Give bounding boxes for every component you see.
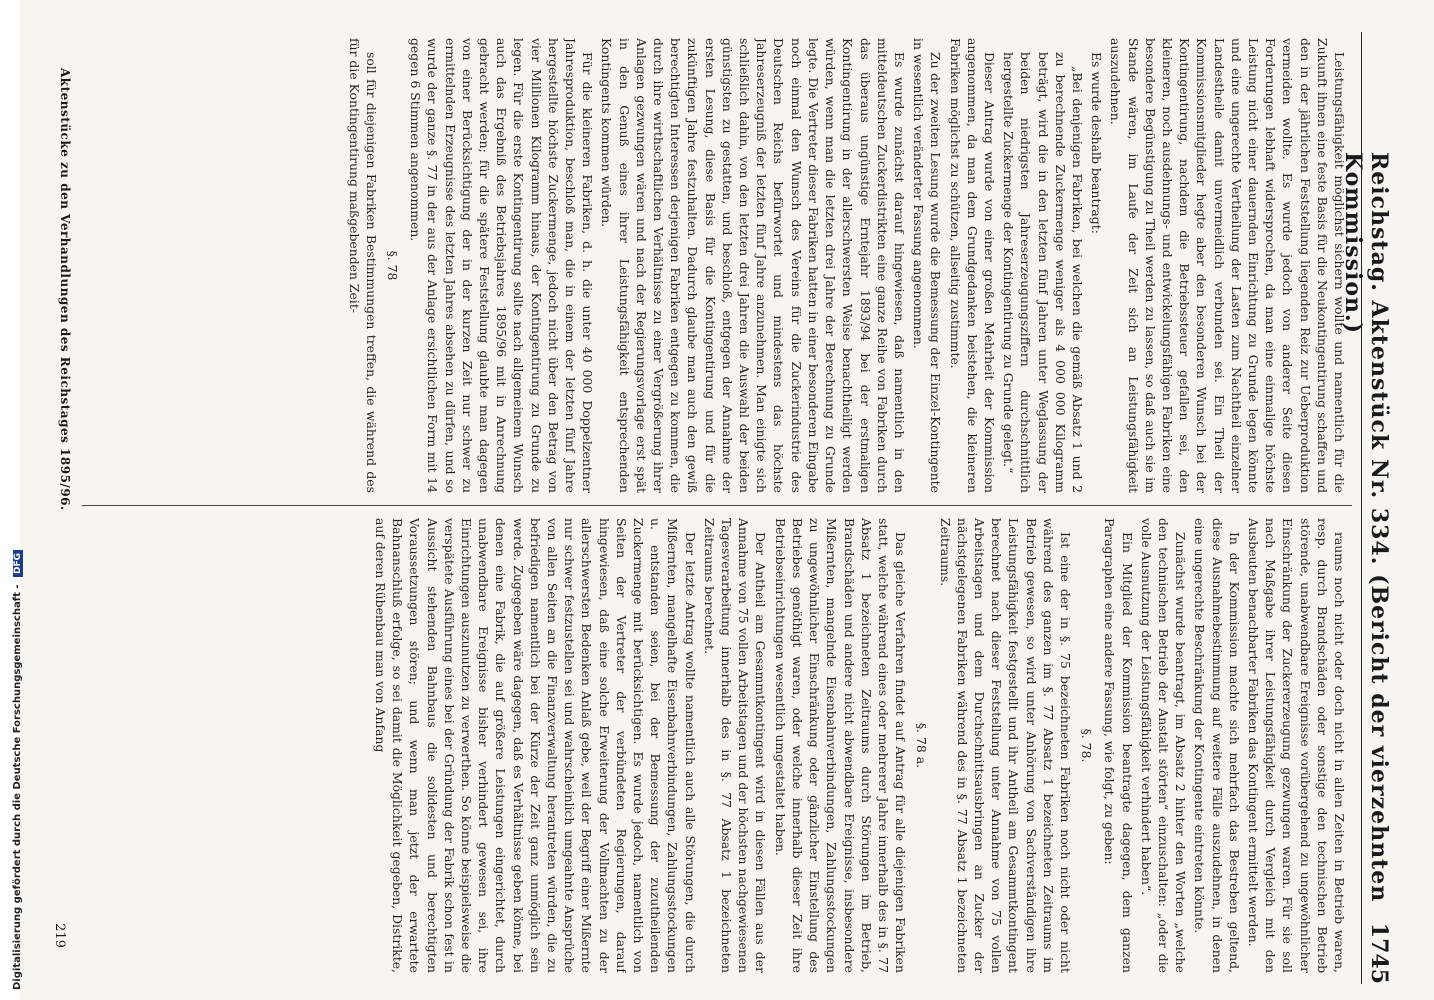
paragraph: Leistungsfähigkeit möglichst sichern wollte und namentlich für die Zukunft ihnen eine feste Basis für die Neukontingentirung schaffen und den in der jährlichen Feststellung liegenden Reiz zur Ueberproduktion vermeiden wollte. Es wurde jedoch von anderer Seite diesen Forderungen lebhaft widersprochen, da man eine einmalige höchste Leistung nicht einer dauernden Einrichtung zu Grunde legen könnte und eine ungerechte Vertheilung der Lasten zum Nachtheil einzelner Landestheile damit unvermeidlich verbunden sei. Ein Theil der Kommissionsmitglieder hegte aber den besonderen Wunsch bei der Kontingentirung, nachdem die Betriebssteuer gefallen sei, den kleineren, noch ausdehnungs- und entwickelungsfähigen Fabriken eine besondere Begünstigung zu Theil werden zu lassen, so daß auch sie im Stande wären, im Laufe der Zeit sich an Leistungsfähigkeit auszudehnen. bbox=[1108, 38, 1347, 493]
running-title: Reichstag. Aktenstück Nr. 334. (Bericht der vierzehnten Kommission.) bbox=[1340, 152, 1392, 903]
text-column-right bbox=[82, 518, 1348, 973]
paragraph: In der Kommission machte sich mehrfach das Bestreben geltend, diese Ausnahmebestimmung auf weitere Fälle auszudehnen, in denen eine ungerechte Beschränkung der Kontingente eintreten könnte. bbox=[1192, 518, 1242, 973]
paragraph: Es wurde zunächst darauf hingewiesen, daß namentlich in den mitteldeutschen Zuckerdistrikten eine ganze Reihe von Fabriken durch das überaus ungünstige Erntejahr 1893/94 bei der erstmaligen Kontingentirung in der allerschwersten Weise benachtheiligt werden würden, wenn man die letzten drei Jahre der Berechnung zu Grunde legte. Die Vertreter dieser Fabriken hatten in einer besonderen Eingabe noch einmal den Wunsch des Vereins für die Zuckerindustrie des Deutschen Reichs befürwortet und mindestens das höchste Jahreserzeugniß der letzten fünf Jahre anzunehmen. Man einigte sich schließlich dahin, von den letzten drei Jahren die Auswahl der beiden günstigsten zu gestatten, und beschloß, entgegen der Annahme der ersten Lesung, diese Basis für die Kontingentirung und für die zukünftigen Jahre festzuhalten. Dadurch glaube man auch den gewiß berechtigten Interessen derjenigen Fabriken entgegen zu kommen, die durch ihre wirthschaftlichen Verhältnisse zu einer Vergrößerung ihrer Anlagen gezwungen wären und nach der Regierungsvorlage erst spät in den Genuß eines ihrer Leistungsfähigkeit entsprechenden Kontingents kommen würden. bbox=[599, 38, 907, 493]
paragraph: Zunächst wurde beantragt, im Absatz 2 hinter den Worten „welche den technischen Betrieb der Anstalt störten“ einzuschalten: „oder die volle Ausnutzung der Leistungsfähigkeit verhindert haben“. bbox=[1138, 518, 1189, 973]
footer-page-number: 219 bbox=[52, 923, 67, 948]
digitization-text: Digitalisierung gefördert durch die Deutsche Forschungsgemeinschaft - bbox=[12, 584, 23, 990]
paragraph: Ein Mitglied der Kommission beantragte dagegen, dem ganzen Paragraphen eine andere Fassung, wie folgt, zu geben: bbox=[1102, 518, 1135, 973]
paragraph: Dieser Antrag wurde von einer großen Mehrheit der Kommission angenommen, da man dem Grundgedanken beistehen, die kleineren Fabriken möglichst zu schützen, allseitig zustimmte. bbox=[947, 38, 997, 493]
paragraph: soll für diejenigen Fabriken Bestimmungen treffen, die während des für die Kontingentirung maßgebenden Zeit- bbox=[346, 38, 379, 493]
page-number: 1745 bbox=[1366, 922, 1392, 984]
section-heading: §. 78. bbox=[1079, 728, 1095, 763]
digitization-note bbox=[12, 550, 23, 990]
paragraph: Der Antheil am Gesammtkontingent wird in diesen Fällen aus der Annahme von 75 vollen Arbeitstagen und der höchsten nachgewiesenen Tagesverarbeitung innerhalb des in §. 77 Absatz 1 bezeichneten Zeitraums berechnet. bbox=[701, 518, 769, 973]
paragraph: Ist eine der in §. 75 bezeichneten Fabriken noch nicht oder nicht während des ganzen im §. 77 Absatz 1 bezeichneten Zeitraums im Betrieb gewesen, so wird unter Anhörung von Sachverständigen ihre Leistungsfähigkeit festgestellt und ihr Antheil am Gesammtkontingent berechnet nach dieser Feststellung unter Annahme von 75 vollen Arbeitstagen und dem Durchschnittsausbringen an Zucker der nächstgelegenen Fabriken während des in §. 77 Absatz 1 bezeichneten Zeitraums. bbox=[937, 518, 1073, 973]
paragraph: Der letzte Antrag wollte namentlich auch alle Störungen, die durch Mißernten, mangelhafte Eisenbahnverbindungen, Zahlungsstockungen u. entstanden seien, bei der Bemessung der zuzutheilenden Zuckermenge mit berücksichtigen. Es wurde jedoch, namentlich von Seiten der Vertreter der verbündeten Regierungen, darauf hingewiesen, daß eine solche Erweiterung der Vollmachten zu der allerschwersten Bedenken Anlaß gebe, weil der Begriff einer Mißernte nur schwer festzustellen sei und wahrscheinlich umgeahnte Ansprüche von allen Seiten an die Finanzverwaltung herantreten würden, die zu befriedigen namentlich bei der Kürze der Zeit ganz unmöglich sein werde. Zugegeben wäre dagegen, daß es Verhältnisse geben könne, bei denen eine Fabrik, die auf größere Leistungen eingerichtet, durch unabwendbare Ereignisse bisher verhindert gewesen sei, ihre Einrichtungen auszunutzen zu verwerthen. So könne beispielsweise die verspätete Ausführung eines bei der Gründung der Fabrik schon fest in Aussicht stehenden Bahnbaus die solidesten und berechtigten Voraussetzungen stören; und wenn man jetzt der erwartete Bahnanschluß erfolge, so sei damit die Möglichkeit gegeben, Distrikte, auf deren Rübenbau man von Anfang bbox=[373, 518, 698, 973]
paragraph: Das gleiche Verfahren findet auf Antrag für alle diejenigen Fabriken statt, welche während eines oder mehrerer Jahre innerhalb des in §. 77 Absatz 1 bezeichneten Zeitraums durch Störungen im Betrieb, Brandschäden und andere nicht abwendbare Ereignisse, insbesondere Mißernten, mangelnde Eisenbahnverbindungen, Zahlungsstockungen zu ungewöhnlicher Einschränkung oder gänzlicher Einstellung des Betriebes genöthigt waren, oder welche innerhalb dieser Zeit ihre Betriebseinrichtungen wesentlich umgestaltet haben. bbox=[772, 518, 909, 973]
page-header bbox=[1340, 32, 1396, 984]
section-heading: §. 78 a. bbox=[914, 722, 930, 769]
paragraph: Für die kleineren Fabriken, d. h. die unter 40 000 Doppelzentner Jahresproduktion, beschloß man, die in einem der letzten fünf Jahre hergestellte höchste Zuckermenge, jedoch nicht über den Betrag von vier Millionen Kilogramm hinaus, der Kontingentirung zu Grunde zu legen. Für die erste Kontingentirung sollte nach allgemeinem Wunsch auch das Ergebniß des Betriebsjahres 1895/96 mit in Anrechnung gebracht werden; für die spätere Feststellung glaubte man dagegen von einer Berücksichtigung der in der kurzen Zeit nur schwer zu ermittelnden Erzeugnisse des letzten Jahres absehen zu dürfen, und so wurde der ganze §. 77 in der aus der Anlage ersichtlichen Form mit 14 gegen 6 Stimmen angenommen. bbox=[408, 38, 596, 493]
footer-source: Aktenstücke zu den Verhandlungen des Reichstages 1895/96. bbox=[58, 68, 72, 511]
quoted-paragraph: „Bei denjenigen Fabriken, bei welchen die gemäß Absatz 1 und 2 zu berechnende Zuckermenge weniger als 4 000 000 Kilogramm beträgt, wird die in den letzten fünf Jahren unter Weglassung der beiden niedrigsten Jahreserzeugungsziffern durchschnittlich hergestellte Zuckermenge der Kontingentirung zu Grunde gelegt.“ bbox=[1001, 52, 1085, 493]
paragraph: raums noch nicht oder doch nicht in allen Zeiten in Betrieb waren, resp. durch Brandschäden oder sonstige den technischen Betrieb störende, unabwendbare Ereignisse vorübergehend zu ungewöhnlicher Einschränkung der Zuckererzeugung gezwungen waren. Für sie soll nach Maßgabe ihrer Leistungsfähigkeit durch Vergleich mit den Ausbeuten benachbarter Fabriken das Kontingent ermittelt werden. bbox=[1245, 518, 1347, 973]
column-divider bbox=[82, 505, 1352, 506]
digitization-sidebar bbox=[0, 0, 23, 1000]
paragraph: Zu der zweiten Lesung wurde die Bemessung der Einzel-Kontingente in wesentlich veränderter Fassung angenommen. bbox=[911, 38, 944, 493]
text-column-left bbox=[82, 38, 1348, 493]
paragraph: Es wurde deshalb beantragt: bbox=[1089, 52, 1105, 234]
dfg-logo-icon: DFG bbox=[13, 550, 23, 577]
section-heading: §. 78 bbox=[385, 250, 401, 281]
page-upright bbox=[22, 8, 1402, 1000]
